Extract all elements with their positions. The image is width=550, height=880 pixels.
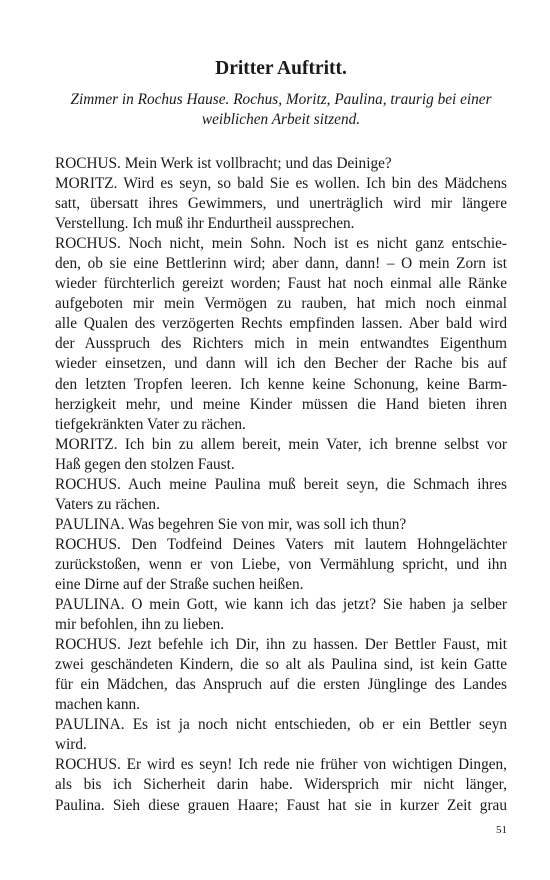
text-line: für ein Mädchen, das Anspruch auf die ersten Jünglinge des Landes [55,676,507,694]
text-line: der Ausspruch des Richters mich in mein entwandtes Eigenthum [55,335,507,353]
text-line: wieder fürchterlich gereizt worden; Faust hat noch einmal alle Ränke [55,275,507,293]
text-line: den, ob sie eine Bettlerinn wird; aber dann, dann! – O mein Zorn ist [55,255,507,273]
text-line: ROCHUS. Jezt befehle ich Dir, ihn zu hassen. Der Bettler Faust, mit [55,636,507,654]
text-line: MORITZ. Wird es seyn, so bald Sie es wollen. Ich bin des Mädchens [55,175,507,193]
stage-direction-line: weiblichen Arbeit sitzend. [201,111,361,128]
text-line: Paulina. Sieh diese grauen Haare; Faust hat sie in kurzer Zeit grau [55,796,507,814]
text-line: mir befohlen, ihn zu lieben. [55,616,225,634]
text-line: ROCHUS. Er wird es seyn! Ich rede nie früher von wichtigen Dingen, [55,756,507,774]
page-content [55,56,507,816]
text-line: Verstellung. Ich muß ihr Endurtheil aussprechen. [55,215,355,233]
text-line: PAULINA. Was begehren Sie von mir, was soll ich thun? [55,515,407,533]
page-number: 51 [496,824,507,836]
text-line: zwei geschändeten Kindern, die so alt als Paulina sind, ist kein Gatte [55,656,507,674]
text-line: PAULINA. O mein Gott, wie kann ich das jetzt? Sie haben ja selber [55,596,507,614]
text-line: ROCHUS. Den Todfeind Deines Vaters mit lautem Hohngelächter [55,535,507,553]
stage-direction [55,90,507,130]
text-line: MORITZ. Ich bin zu allem bereit, mein Vater, ich brenne selbst vor [55,435,507,453]
text-line: zurückstoßen, wenn er von Liebe, von Vermählung spricht, und ihn [55,555,507,573]
text-line: wird. [55,736,87,754]
text-line: ROCHUS. Mein Werk ist vollbracht; und das Deinige? [55,155,392,172]
text-line: eine Dirne auf der Straße suchen heißen. [55,575,304,593]
text-line: satt, übersatt ihres Gewimmers, und unerträglich wird mir längere [55,195,507,213]
text-line: herzigkeit mehr, und meine Kinder müssen die Hand bieten ihren [55,395,507,413]
text-line: alle Qualen des verzögerten Rechts empfinden lassen. Aber bald wird [55,315,507,333]
text-line: aufgeboten mir mein Vermögen zu rauben, hat mich noch einmal [55,295,507,313]
text-line: den letzten Tropfen leeren. Ich kenne keine Schonung, keine Barm- [55,375,507,393]
text-line: wieder einsetzen, und dann will ich den Becher der Rache bis auf [55,355,507,373]
text-line: ROCHUS. Auch meine Paulina muß bereit seyn, die Schmach ihres [55,475,507,493]
text-line: ROCHUS. Noch nicht, mein Sohn. Noch ist es nicht ganz entschie- [55,235,507,253]
scene-heading: Dritter Auftritt. [215,58,347,79]
dialogue-body [55,154,507,816]
stage-direction-line: Zimmer in Rochus Hause. Rochus, Moritz, Paulina, traurig bei einer [70,91,492,108]
text-line: machen kann. [55,696,140,714]
text-line: als bis ich Sicherheit darin habe. Widersprich mir nicht länger, [55,776,507,794]
text-line: PAULINA. Es ist ja noch nicht entschieden, ob er ein Bettler seyn [55,716,507,734]
text-line: tiefgekränkten Vater zu rächen. [55,415,246,433]
text-line: Vaters zu rächen. [55,495,160,513]
text-line: Haß gegen den stolzen Faust. [55,455,235,473]
